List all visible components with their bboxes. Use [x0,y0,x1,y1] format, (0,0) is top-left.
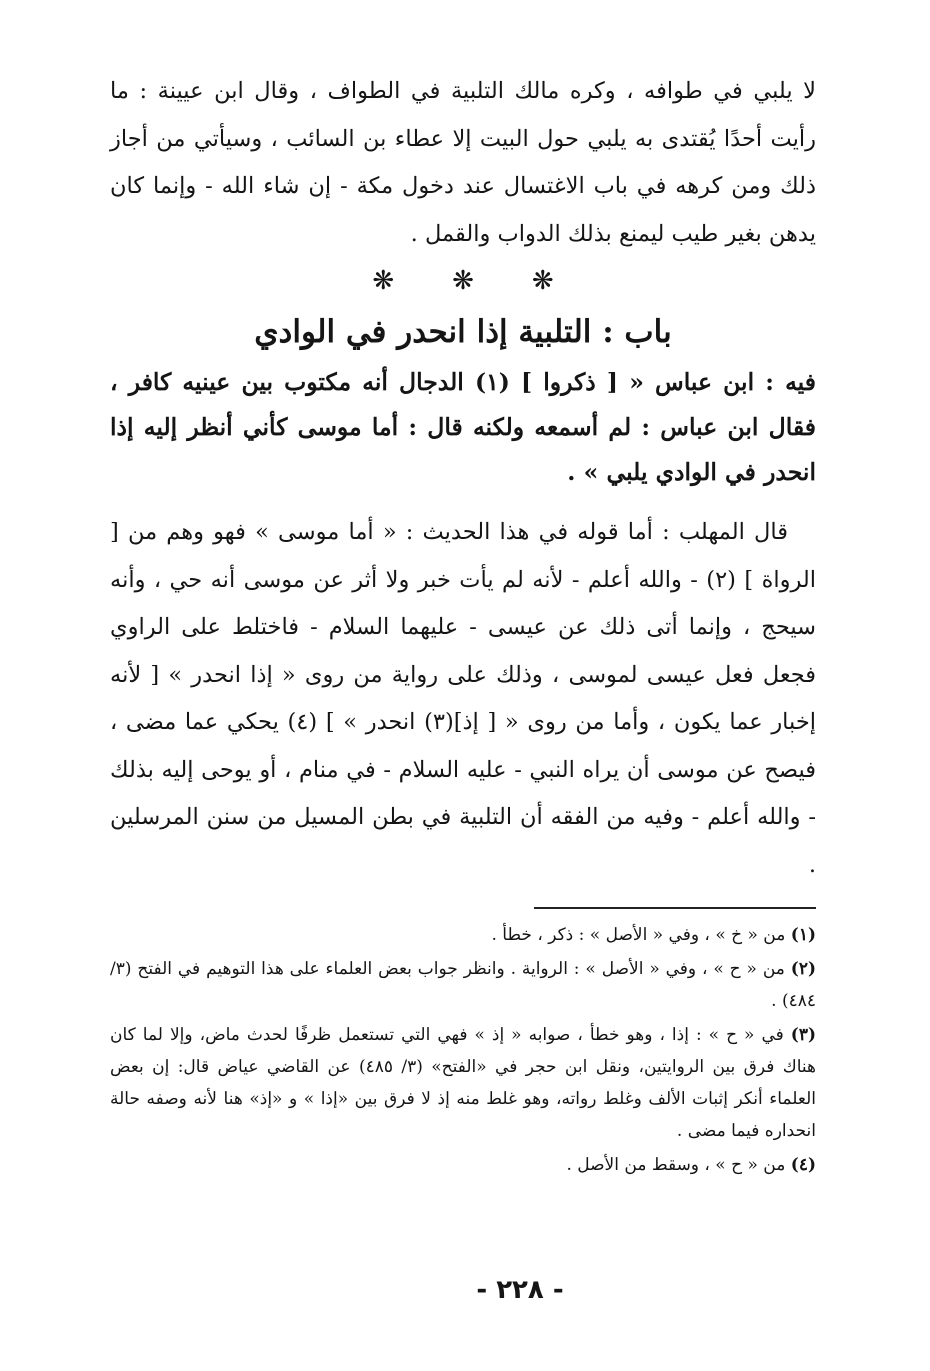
footnote-text: من « ح » ، وفي « الأصل » : الرواية . وانظر جواب بعض العلماء على هذا التوهيم في الفتح (٣/ ٤٨٤) . [110,959,816,1011]
hadith-text: فيه : ابن عباس « [ ذكروا ] (١) الدجال أنه مكتوب بين عينيه كافر ، فقال ابن عباس : لم أسمعه ولكنه قال : أما موسى كأني أنظر إليه إذا انحدر في الوادي يلبي » . [110,368,817,486]
footnote-text: في « ح » : إذا ، وهو خطأ ، صوابه « إذ » فهي التي تستعمل ظرفًا لحدث ماض، وإلا لما كان هناك فرق بين الروايتين، ونقل ابن حجر في «الفتح» (٣/ ٤٨٥) عن القاضي عياض قال: إن بعض العلماء أنكر إثبات الألف وغلط رواته، وهو غلط منه إذ لا فرق بين «إذا » و «إذ» هنا لأنه وصفه حالة انحداره فيما مضى . [110,1025,817,1141]
intro-paragraph: لا يلبي في طوافه ، وكره مالك التلبية في الطواف ، وقال ابن عيينة : ما رأيت أحدًا يُقتدى به يلبي حول البيت إلا عطاء بن السائب ، وسيأتي من أجاز ذلك ومن كرهه في باب الاغتسال عند دخول مكة - إن شاء الله - وإنما كان يدهن بغير طيب ليمنع بذلك الدواب والقمل . [110,78,816,247]
separator-star: ❋ [531,266,554,296]
footnote-4 [110,1149,816,1181]
footnote-text: من « خ » ، وفي « الأصل » : ذكر ، خطأ . [491,925,786,945]
chapter-title: باب : التلبية إذا انحدر في الوادي [254,314,672,350]
footnote-number: (٣) [790,1025,817,1045]
separator-star: ❋ [372,266,395,296]
commentary-paragraph: قال المهلب : أما قوله في هذا الحديث : « أما موسى » فهو وهم من [ الرواة ] (٢) - والله أعلم - لأنه لم يأت خبر ولا أثر عن موسى أنه حي ، وأنه سيحج ، وإنما أتى ذلك عن عيسى - عليهما السلام - فاختلط على الراوي فجعل فعل عيسى لموسى ، وذلك على رواية من روى « إذا انحدر » [ لأنه إخبار عما يكون ، وأما من روى « [ إذ](٣) انحدر » ] (٤) يحكي عما مضى ، فيصح عن موسى أن يراه النبي - عليه السلام - في منام ، أو يوحى إليه بذلك - والله أعلم - وفيه من الفقه أن التلبية في بطن المسيل من سنن المرسلين . [110,519,816,878]
footnote-1 [110,919,816,951]
footnote-number: (١) [790,925,816,945]
separator-star: ❋ [452,266,474,296]
footnote-2 [110,953,816,1017]
section-separator [110,268,816,298]
footnote-text: من « ح » ، وسقط من الأصل . [566,1155,786,1175]
footnote-divider [534,907,816,909]
footnote-3 [110,1019,816,1147]
footnote-number: (٤) [790,1155,816,1175]
page-number: - ٢٢٨ - [476,1275,564,1305]
footnotes [110,919,816,1181]
page-body [110,68,816,1183]
footnote-number: (٢) [790,959,816,979]
